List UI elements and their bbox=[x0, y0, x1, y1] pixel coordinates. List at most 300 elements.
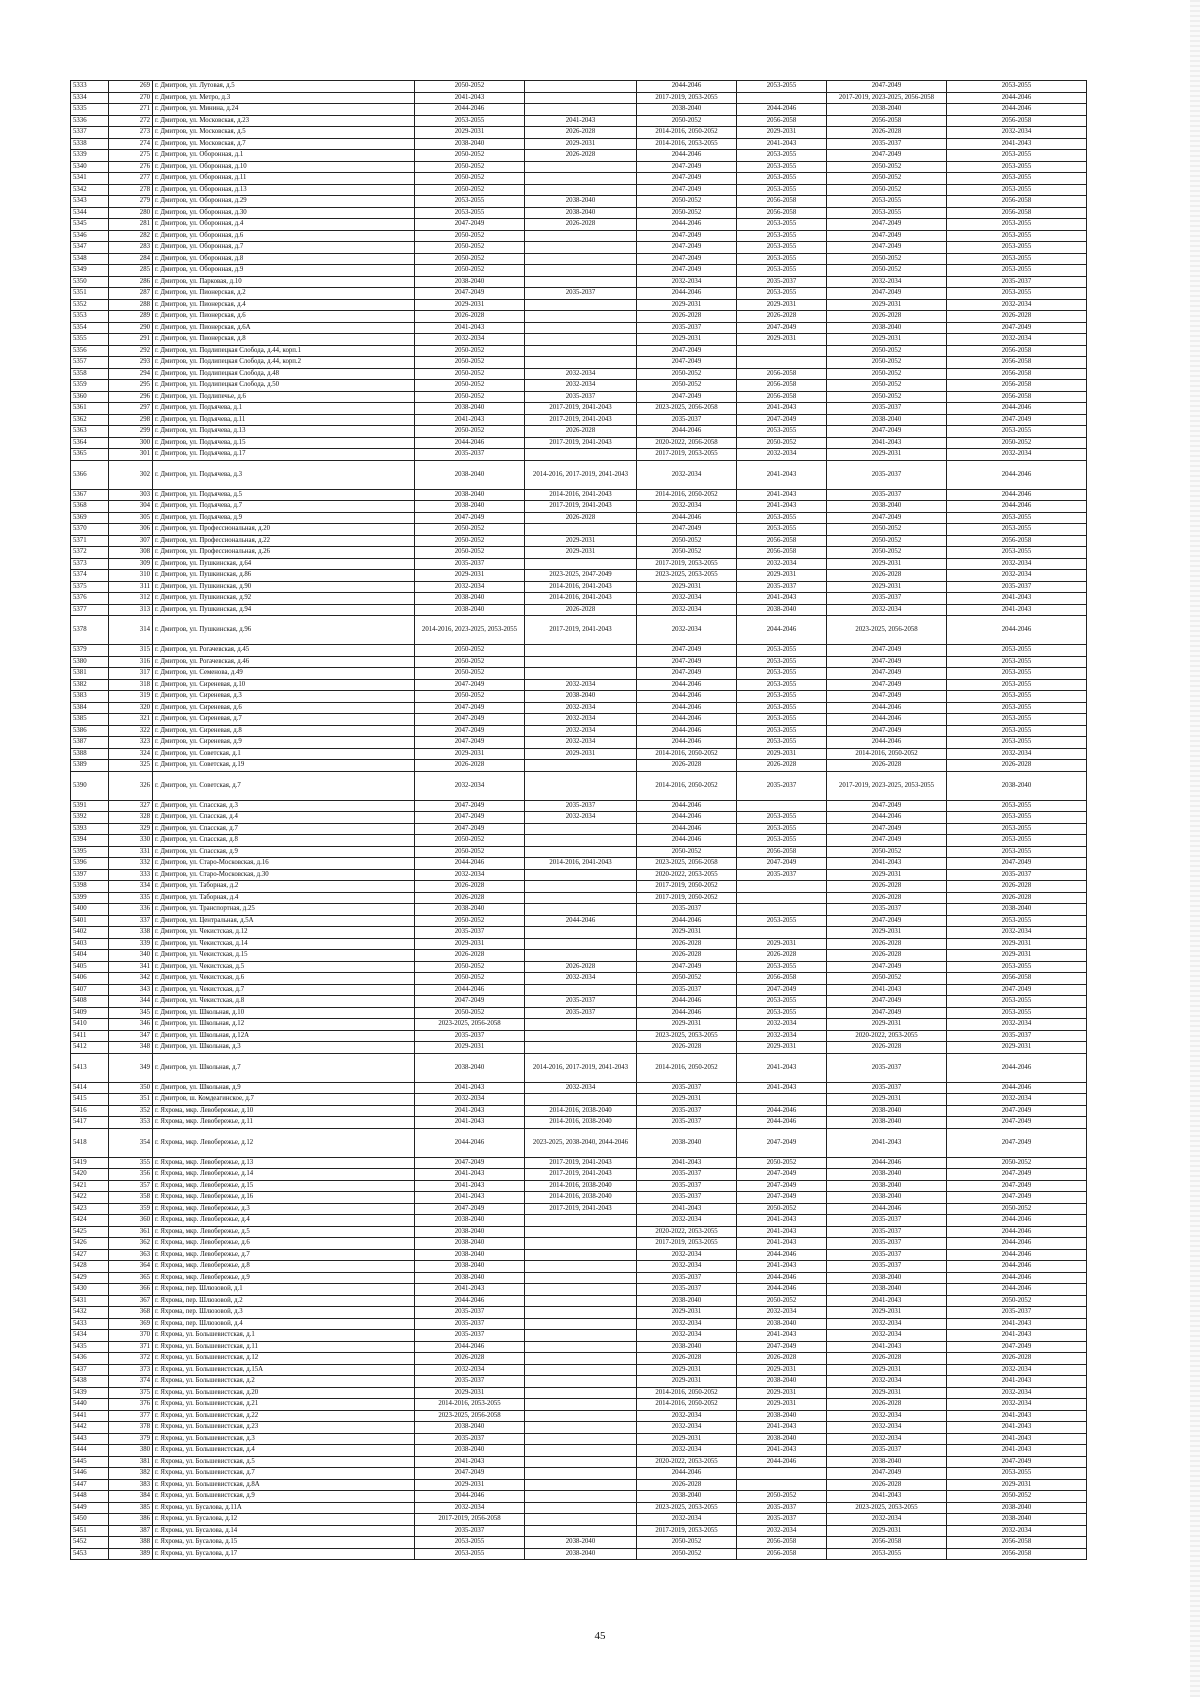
cell-num: 358 bbox=[109, 1192, 153, 1204]
cell-c3: 2032-2034 bbox=[637, 1249, 737, 1261]
cell-num: 382 bbox=[109, 1468, 153, 1480]
cell-c6: 2044-2046 bbox=[947, 501, 1087, 513]
cell-c6: 2053-2055 bbox=[947, 668, 1087, 680]
cell-id: 5379 bbox=[71, 645, 109, 657]
table-row bbox=[71, 547, 1087, 559]
cell-c6: 2053-2055 bbox=[947, 679, 1087, 691]
cell-c1: 2044-2046 bbox=[415, 437, 525, 449]
cell-c1: 2035-2037 bbox=[415, 1030, 525, 1042]
cell-c4: 2032-2034 bbox=[737, 1525, 827, 1537]
cell-c4: 2041-2043 bbox=[737, 403, 827, 415]
cell-id: 5380 bbox=[71, 656, 109, 668]
cell-c2: 2014-2016, 2038-2040 bbox=[525, 1117, 637, 1129]
cell-addr: г. Дмитров, ул. Московская, д.23 bbox=[153, 115, 415, 127]
table-row bbox=[71, 230, 1087, 242]
cell-addr: г. Яхрома, ул. Бусалова, д.17 bbox=[153, 1548, 415, 1560]
cell-addr: г. Дмитров, ул. Чекистская, д.12 bbox=[153, 927, 415, 939]
cell-c1: 2047-2049 bbox=[415, 996, 525, 1008]
cell-c2: 2035-2037 bbox=[525, 800, 637, 812]
cell-num: 283 bbox=[109, 242, 153, 254]
cell-c2 bbox=[525, 92, 637, 104]
cell-num: 345 bbox=[109, 1007, 153, 1019]
cell-addr: г. Дмитров, ул. Подлипечье, д.6 bbox=[153, 391, 415, 403]
cell-addr: г. Дмитров, ул. Школьная, д.3 bbox=[153, 1042, 415, 1054]
cell-num: 330 bbox=[109, 835, 153, 847]
cell-c1: 2047-2049 bbox=[415, 1157, 525, 1169]
cell-id: 5349 bbox=[71, 265, 109, 277]
cell-c2 bbox=[525, 938, 637, 950]
cell-num: 351 bbox=[109, 1094, 153, 1106]
cell-c4: 2047-2049 bbox=[737, 984, 827, 996]
cell-c4: 2041-2043 bbox=[737, 1261, 827, 1273]
cell-c6: 2035-2037 bbox=[947, 869, 1087, 881]
cell-id: 5414 bbox=[71, 1082, 109, 1094]
cell-addr: г. Яхрома, ул. Бусалова, д.11А bbox=[153, 1502, 415, 1514]
cell-num: 361 bbox=[109, 1226, 153, 1238]
table-row bbox=[71, 1238, 1087, 1250]
cell-id: 5447 bbox=[71, 1479, 109, 1491]
cell-num: 344 bbox=[109, 996, 153, 1008]
cell-id: 5341 bbox=[71, 173, 109, 185]
cell-addr: г. Дмитров, ул. Подъячева, д.5 bbox=[153, 489, 415, 501]
cell-num: 365 bbox=[109, 1272, 153, 1284]
cell-addr: г. Дмитров, ул. Минина, д.24 bbox=[153, 104, 415, 116]
cell-num: 282 bbox=[109, 230, 153, 242]
cell-id: 5386 bbox=[71, 725, 109, 737]
cell-c5: 2014-2016, 2050-2052 bbox=[827, 748, 947, 760]
table-row bbox=[71, 771, 1087, 800]
cell-num: 288 bbox=[109, 299, 153, 311]
cell-c4: 2050-2052 bbox=[737, 437, 827, 449]
cell-c6: 2029-2031 bbox=[947, 950, 1087, 962]
cell-num: 314 bbox=[109, 616, 153, 645]
table-row bbox=[71, 812, 1087, 824]
cell-c4 bbox=[737, 800, 827, 812]
table-row bbox=[71, 299, 1087, 311]
cell-num: 338 bbox=[109, 927, 153, 939]
cell-c1: 2032-2034 bbox=[415, 1094, 525, 1106]
table-row bbox=[71, 403, 1087, 415]
cell-c1: 2038-2040 bbox=[415, 403, 525, 415]
table-row bbox=[71, 915, 1087, 927]
cell-addr: г. Яхрома, мкр. Левобережье, д.8 bbox=[153, 1261, 415, 1273]
table-row bbox=[71, 869, 1087, 881]
cell-c6: 2056-2058 bbox=[947, 115, 1087, 127]
cell-c2 bbox=[525, 1502, 637, 1514]
cell-id: 5428 bbox=[71, 1261, 109, 1273]
cell-c6: 2047-2049 bbox=[947, 1105, 1087, 1117]
cell-id: 5375 bbox=[71, 581, 109, 593]
cell-c5: 2035-2037 bbox=[827, 1082, 947, 1094]
cell-c5: 2023-2025, 2056-2058 bbox=[827, 616, 947, 645]
cell-c3: 2044-2046 bbox=[637, 691, 737, 703]
cell-c2 bbox=[525, 242, 637, 254]
table-row bbox=[71, 276, 1087, 288]
cell-c1: 2038-2040 bbox=[415, 138, 525, 150]
cell-c4: 2053-2055 bbox=[737, 173, 827, 185]
cell-id: 5449 bbox=[71, 1502, 109, 1514]
cell-c5: 2038-2040 bbox=[827, 1284, 947, 1296]
cell-c2 bbox=[525, 904, 637, 916]
cell-c2: 2032-2034 bbox=[525, 714, 637, 726]
cell-c2: 2029-2031 bbox=[525, 547, 637, 559]
cell-c2 bbox=[525, 1410, 637, 1422]
cell-num: 292 bbox=[109, 345, 153, 357]
cell-id: 5390 bbox=[71, 771, 109, 800]
cell-c2: 2014-2016, 2017-2019, 2041-2043 bbox=[525, 1053, 637, 1082]
cell-c5: 2038-2040 bbox=[827, 1105, 947, 1117]
cell-c1: 2050-2052 bbox=[415, 184, 525, 196]
cell-addr: г. Дмитров, ул. Советская, д.7 bbox=[153, 771, 415, 800]
cell-num: 278 bbox=[109, 184, 153, 196]
cell-num: 320 bbox=[109, 702, 153, 714]
cell-c2 bbox=[525, 1422, 637, 1434]
table-row bbox=[71, 1082, 1087, 1094]
cell-id: 5360 bbox=[71, 391, 109, 403]
cell-addr: г. Дмитров, ул. Оборонная, д.8 bbox=[153, 253, 415, 265]
cell-addr: г. Яхрома, ул. Бусалова, д.14 bbox=[153, 1525, 415, 1537]
cell-id: 5352 bbox=[71, 299, 109, 311]
cell-c6: 2056-2058 bbox=[947, 380, 1087, 392]
cell-id: 5334 bbox=[71, 92, 109, 104]
cell-c3: 2035-2037 bbox=[637, 1272, 737, 1284]
cell-c3: 2041-2043 bbox=[637, 1157, 737, 1169]
cell-c1: 2050-2052 bbox=[415, 535, 525, 547]
cell-c6: 2044-2046 bbox=[947, 489, 1087, 501]
table-row bbox=[71, 1479, 1087, 1491]
cell-c3: 2041-2043 bbox=[637, 1203, 737, 1215]
cell-c4: 2026-2028 bbox=[737, 311, 827, 323]
cell-c6: 2041-2043 bbox=[947, 1330, 1087, 1342]
cell-c4 bbox=[737, 1094, 827, 1106]
cell-c6: 2053-2055 bbox=[947, 265, 1087, 277]
table-row bbox=[71, 1105, 1087, 1117]
table-row bbox=[71, 835, 1087, 847]
cell-c4: 2026-2028 bbox=[737, 760, 827, 772]
cell-num: 286 bbox=[109, 276, 153, 288]
cell-id: 5439 bbox=[71, 1387, 109, 1399]
cell-c4: 2029-2031 bbox=[737, 570, 827, 582]
cell-c5: 2035-2037 bbox=[827, 1261, 947, 1273]
cell-c4: 2035-2037 bbox=[737, 1502, 827, 1514]
cell-c1: 2050-2052 bbox=[415, 1007, 525, 1019]
cell-c2 bbox=[525, 869, 637, 881]
table-row bbox=[71, 1169, 1087, 1181]
cell-id: 5336 bbox=[71, 115, 109, 127]
table-row bbox=[71, 1094, 1087, 1106]
cell-c1: 2035-2037 bbox=[415, 449, 525, 461]
cell-c3: 2026-2028 bbox=[637, 311, 737, 323]
cell-c1: 2044-2046 bbox=[415, 1341, 525, 1353]
cell-c2: 2035-2037 bbox=[525, 288, 637, 300]
table-row bbox=[71, 1272, 1087, 1284]
cell-c4: 2053-2055 bbox=[737, 812, 827, 824]
cell-id: 5337 bbox=[71, 127, 109, 139]
cell-addr: г. Яхрома, мкр. Левобережье, д.10 bbox=[153, 1105, 415, 1117]
cell-c4: 2035-2037 bbox=[737, 581, 827, 593]
table-row bbox=[71, 846, 1087, 858]
cell-c3: 2044-2046 bbox=[637, 150, 737, 162]
cell-c4: 2053-2055 bbox=[737, 737, 827, 749]
cell-c3: 2017-2019, 2050-2052 bbox=[637, 881, 737, 893]
table-row bbox=[71, 996, 1087, 1008]
cell-num: 383 bbox=[109, 1479, 153, 1491]
cell-c5: 2050-2052 bbox=[827, 846, 947, 858]
cell-id: 5415 bbox=[71, 1094, 109, 1106]
cell-c3: 2026-2028 bbox=[637, 760, 737, 772]
cell-id: 5345 bbox=[71, 219, 109, 231]
cell-c6: 2053-2055 bbox=[947, 1468, 1087, 1480]
cell-c1: 2014-2016, 2053-2055 bbox=[415, 1399, 525, 1411]
cell-c1: 2053-2055 bbox=[415, 1537, 525, 1549]
cell-num: 323 bbox=[109, 737, 153, 749]
cell-c5: 2053-2055 bbox=[827, 207, 947, 219]
cell-addr: г. Яхрома, мкр. Левобережье, д.4 bbox=[153, 1215, 415, 1227]
table-row bbox=[71, 357, 1087, 369]
cell-id: 5372 bbox=[71, 547, 109, 559]
cell-c1: 2044-2046 bbox=[415, 858, 525, 870]
table-row bbox=[71, 460, 1087, 489]
cell-c1: 2032-2034 bbox=[415, 1502, 525, 1514]
table-row bbox=[71, 702, 1087, 714]
cell-num: 375 bbox=[109, 1387, 153, 1399]
cell-c4: 2035-2037 bbox=[737, 771, 827, 800]
cell-c2: 2014-2016, 2041-2043 bbox=[525, 489, 637, 501]
cell-c6: 2053-2055 bbox=[947, 961, 1087, 973]
cell-c3: 2044-2046 bbox=[637, 702, 737, 714]
cell-c3: 2047-2049 bbox=[637, 265, 737, 277]
cell-c2 bbox=[525, 1445, 637, 1457]
table-row bbox=[71, 207, 1087, 219]
cell-c3: 2035-2037 bbox=[637, 1169, 737, 1181]
cell-c1: 2047-2049 bbox=[415, 288, 525, 300]
cell-c6: 2047-2049 bbox=[947, 858, 1087, 870]
cell-c6: 2053-2055 bbox=[947, 725, 1087, 737]
cell-c3: 2023-2025, 2053-2055 bbox=[637, 570, 737, 582]
cell-c4: 2056-2058 bbox=[737, 207, 827, 219]
table-row bbox=[71, 1261, 1087, 1273]
cell-c6: 2044-2046 bbox=[947, 92, 1087, 104]
cell-c3: 2014-2016, 2053-2055 bbox=[637, 138, 737, 150]
cell-c2: 2041-2043 bbox=[525, 115, 637, 127]
cell-c2 bbox=[525, 1364, 637, 1376]
cell-c4: 2056-2058 bbox=[737, 368, 827, 380]
table-row bbox=[71, 904, 1087, 916]
cell-c4: 2041-2043 bbox=[737, 501, 827, 513]
cell-id: 5383 bbox=[71, 691, 109, 703]
cell-c6: 2056-2058 bbox=[947, 391, 1087, 403]
cell-c2: 2032-2034 bbox=[525, 679, 637, 691]
cell-c3: 2029-2031 bbox=[637, 334, 737, 346]
cell-addr: г. Дмитров, ул. Оборонная, д.29 bbox=[153, 196, 415, 208]
table-row bbox=[71, 414, 1087, 426]
table-row bbox=[71, 1117, 1087, 1129]
cell-num: 294 bbox=[109, 368, 153, 380]
cell-c5: 2047-2049 bbox=[827, 81, 947, 93]
cell-c2 bbox=[525, 846, 637, 858]
cell-c1: 2029-2031 bbox=[415, 570, 525, 582]
cell-c3: 2032-2034 bbox=[637, 1514, 737, 1526]
cell-c3: 2035-2037 bbox=[637, 414, 737, 426]
cell-addr: г. Дмитров, ул. Пушкинская, д.94 bbox=[153, 604, 415, 616]
cell-c5: 2026-2028 bbox=[827, 760, 947, 772]
cell-c4: 2056-2058 bbox=[737, 380, 827, 392]
table-row bbox=[71, 691, 1087, 703]
cell-c1: 2038-2040 bbox=[415, 1226, 525, 1238]
cell-addr: г. Яхрома, ул. Большевистская, д.1 bbox=[153, 1330, 415, 1342]
cell-addr: г. Дмитров, ул. Московская, д.5 bbox=[153, 127, 415, 139]
cell-c2 bbox=[525, 1042, 637, 1054]
cell-c2 bbox=[525, 104, 637, 116]
cell-c5: 2047-2049 bbox=[827, 150, 947, 162]
table-row bbox=[71, 581, 1087, 593]
cell-c3: 2035-2037 bbox=[637, 1105, 737, 1117]
cell-num: 315 bbox=[109, 645, 153, 657]
cell-c5: 2026-2028 bbox=[827, 127, 947, 139]
cell-c5: 2047-2049 bbox=[827, 230, 947, 242]
cell-addr: г. Дмитров, ул. Профессиональная, д.20 bbox=[153, 524, 415, 536]
cell-c4: 2044-2046 bbox=[737, 1272, 827, 1284]
cell-c5: 2023-2025, 2053-2055 bbox=[827, 1502, 947, 1514]
cell-c2 bbox=[525, 357, 637, 369]
cell-c2 bbox=[525, 835, 637, 847]
cell-id: 5403 bbox=[71, 938, 109, 950]
cell-c3: 2032-2034 bbox=[637, 1422, 737, 1434]
table-row bbox=[71, 1019, 1087, 1031]
cell-c2 bbox=[525, 1318, 637, 1330]
cell-num: 272 bbox=[109, 115, 153, 127]
cell-addr: г. Дмитров, ул. Семенова, д.49 bbox=[153, 668, 415, 680]
cell-c2 bbox=[525, 1468, 637, 1480]
cell-addr: г. Дмитров, ул. Советская, д.19 bbox=[153, 760, 415, 772]
cell-c1: 2047-2049 bbox=[415, 812, 525, 824]
cell-c5: 2047-2049 bbox=[827, 1007, 947, 1019]
cell-c5: 2038-2040 bbox=[827, 104, 947, 116]
table-row bbox=[71, 115, 1087, 127]
cell-id: 5426 bbox=[71, 1238, 109, 1250]
cell-id: 5385 bbox=[71, 714, 109, 726]
table-row bbox=[71, 426, 1087, 438]
table-row bbox=[71, 1284, 1087, 1296]
cell-id: 5404 bbox=[71, 950, 109, 962]
cell-num: 305 bbox=[109, 512, 153, 524]
cell-c1: 2041-2043 bbox=[415, 1456, 525, 1468]
cell-c4: 2047-2049 bbox=[737, 1169, 827, 1181]
cell-c1: 2050-2052 bbox=[415, 345, 525, 357]
cell-num: 313 bbox=[109, 604, 153, 616]
cell-c2 bbox=[525, 276, 637, 288]
cell-c6: 2032-2034 bbox=[947, 748, 1087, 760]
cell-num: 340 bbox=[109, 950, 153, 962]
cell-c2 bbox=[525, 1479, 637, 1491]
table-row bbox=[71, 196, 1087, 208]
cell-num: 290 bbox=[109, 322, 153, 334]
cell-addr: г. Дмитров, ул. Сиреневая, д.7 bbox=[153, 714, 415, 726]
cell-addr: г. Дмитров, ул. Рогачевская, д.45 bbox=[153, 645, 415, 657]
cell-c4: 2041-2043 bbox=[737, 138, 827, 150]
cell-addr: г. Яхрома, мкр. Левобережье, д.15 bbox=[153, 1180, 415, 1192]
cell-c2: 2029-2031 bbox=[525, 138, 637, 150]
cell-id: 5361 bbox=[71, 403, 109, 415]
cell-c4: 2029-2031 bbox=[737, 748, 827, 760]
table-row bbox=[71, 449, 1087, 461]
cell-c1: 2038-2040 bbox=[415, 276, 525, 288]
cell-c6: 2053-2055 bbox=[947, 823, 1087, 835]
cell-addr: г. Яхрома, пер. Шлюзовой, д.2 bbox=[153, 1295, 415, 1307]
cell-c2: 2014-2016, 2038-2040 bbox=[525, 1105, 637, 1117]
table-row bbox=[71, 512, 1087, 524]
table-row bbox=[71, 489, 1087, 501]
table-row bbox=[71, 1525, 1087, 1537]
cell-c5: 2050-2052 bbox=[827, 973, 947, 985]
cell-addr: г. Яхрома, ул. Большевистская, д.20 bbox=[153, 1387, 415, 1399]
cell-id: 5393 bbox=[71, 823, 109, 835]
cell-c2 bbox=[525, 1307, 637, 1319]
cell-c6: 2044-2046 bbox=[947, 1053, 1087, 1082]
cell-num: 376 bbox=[109, 1399, 153, 1411]
cell-addr: г. Дмитров, ул. Сиреневая, д.6 bbox=[153, 702, 415, 714]
cell-c4: 2047-2049 bbox=[737, 858, 827, 870]
cell-c2: 2014-2016, 2038-2040 bbox=[525, 1180, 637, 1192]
cell-c1: 2050-2052 bbox=[415, 645, 525, 657]
cell-c6: 2035-2037 bbox=[947, 1307, 1087, 1319]
cell-c3: 2032-2034 bbox=[637, 1445, 737, 1457]
cell-c5: 2047-2049 bbox=[827, 668, 947, 680]
cell-c4: 2041-2043 bbox=[737, 1238, 827, 1250]
cell-c2 bbox=[525, 1341, 637, 1353]
cell-c2 bbox=[525, 656, 637, 668]
cell-id: 5427 bbox=[71, 1249, 109, 1261]
cell-c2: 2026-2028 bbox=[525, 150, 637, 162]
cell-c1: 2050-2052 bbox=[415, 230, 525, 242]
cell-id: 5446 bbox=[71, 1468, 109, 1480]
cell-c5: 2032-2034 bbox=[827, 1376, 947, 1388]
cell-id: 5355 bbox=[71, 334, 109, 346]
cell-c4: 2029-2031 bbox=[737, 1399, 827, 1411]
cell-c1: 2050-2052 bbox=[415, 242, 525, 254]
cell-id: 5422 bbox=[71, 1192, 109, 1204]
cell-c3: 2029-2031 bbox=[637, 1019, 737, 1031]
cell-id: 5367 bbox=[71, 489, 109, 501]
table-row bbox=[71, 1537, 1087, 1549]
cell-c4: 2029-2031 bbox=[737, 127, 827, 139]
cell-num: 374 bbox=[109, 1376, 153, 1388]
table-row bbox=[71, 1433, 1087, 1445]
table-row bbox=[71, 800, 1087, 812]
cell-addr: г. Дмитров, ул. Пушкинская, д.64 bbox=[153, 558, 415, 570]
cell-num: 304 bbox=[109, 501, 153, 513]
cell-c2 bbox=[525, 1226, 637, 1238]
cell-c6: 2041-2043 bbox=[947, 1410, 1087, 1422]
cell-c2: 2014-2016, 2038-2040 bbox=[525, 1192, 637, 1204]
cell-c5: 2047-2049 bbox=[827, 835, 947, 847]
cell-addr: г. Яхрома, ул. Большевистская, д.22 bbox=[153, 1410, 415, 1422]
cell-c4: 2056-2058 bbox=[737, 535, 827, 547]
cell-num: 335 bbox=[109, 892, 153, 904]
cell-c3: 2017-2019, 2053-2055 bbox=[637, 92, 737, 104]
table-row bbox=[71, 1502, 1087, 1514]
cell-c5: 2038-2040 bbox=[827, 1169, 947, 1181]
cell-c2 bbox=[525, 950, 637, 962]
cell-c6: 2056-2058 bbox=[947, 196, 1087, 208]
cell-num: 373 bbox=[109, 1364, 153, 1376]
cell-num: 277 bbox=[109, 173, 153, 185]
table-row bbox=[71, 1387, 1087, 1399]
cell-c3: 2044-2046 bbox=[637, 915, 737, 927]
cell-c3: 2020-2022, 2053-2055 bbox=[637, 1456, 737, 1468]
cell-c5: 2035-2037 bbox=[827, 593, 947, 605]
cell-c2: 2014-2016, 2041-2043 bbox=[525, 593, 637, 605]
